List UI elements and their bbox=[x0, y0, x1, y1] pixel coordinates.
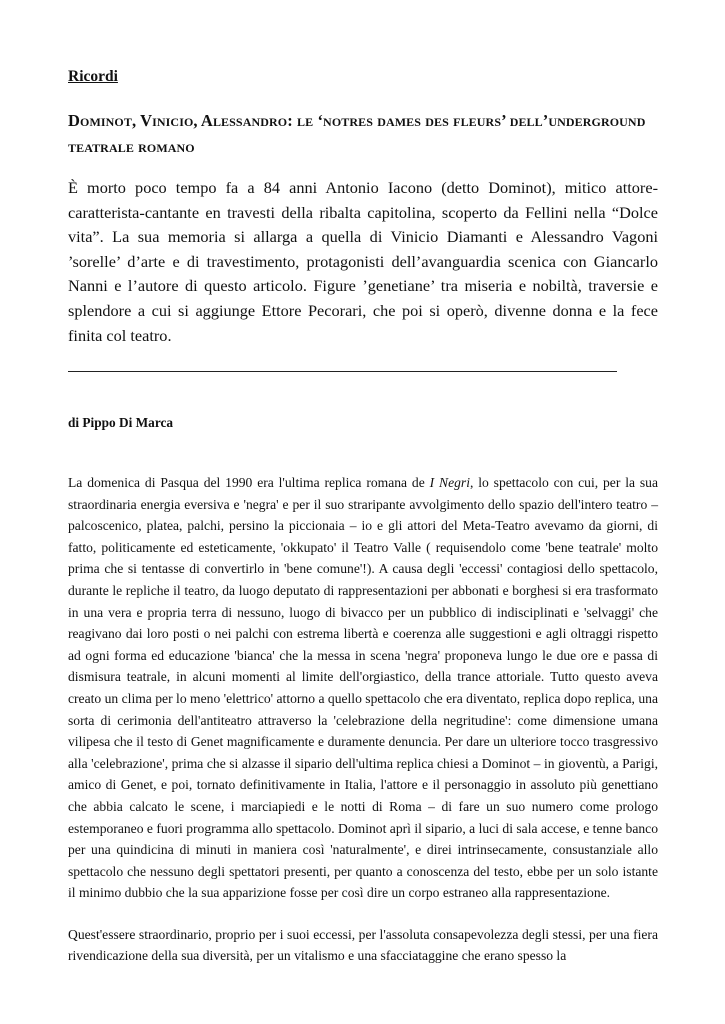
article-lead: È morto poco tempo fa a 84 anni Antonio Iacono (detto Dominot), mitico attore-caratterista-cantante en travesti della ribalta capitolina, scoperto da Fellini nella “Dolce vita”. La sua memoria si allarga a quella di Vinicio Diamanti e Alessandro Vagoni ’sorelle’ d’arte e di travestimento, protagonisti dell’avanguardia scenica con Giancarlo Nanni e l’autore di questo articolo. Figure ’genetiane’ tra miseria e nobiltà, traversie e splendore a cui si aggiunge Ettore Pecorari, che poi si operò, divenne donna e la fece finita col teatro. bbox=[68, 178, 658, 345]
body-paragraph bbox=[68, 472, 658, 904]
section-label: Ricordi bbox=[68, 68, 118, 85]
paragraph-text: La domenica di Pasqua del 1990 era l'ultima replica romana de bbox=[68, 475, 430, 490]
body-paragraph: Quest'essere straordinario, proprio per i suoi eccessi, per l'assoluta consapevolezza degli stessi, per una fiera rivendicazione della sua diversità, per un vitalismo e una sfacciataggine che erano spesso la bbox=[68, 926, 658, 964]
paragraph-text: , lo spettacolo con cui, per la sua straordinaria energia eversiva e 'negra' e per il suo straripante avvolgimento dello spazio dell'intero teatro – palcoscenico, platea, palchi, persino la piccionaia – io e gli attori del Meta-Teatro avevamo da giorni, di fatto, politicamente ed esteticamente, 'okkupato' il Teatro Valle ( requisendolo come 'bene teatrale' molto prima che si tentasse di convertirlo in 'bene comune'!). A causa degli 'eccessi' contagiosi dello spettacolo, durante le repliche il teatro, da luogo deputato di rappresentazioni per abbonati e borghesi si era trasformato in una vera e propria terra di nessuno, luogo di bivacco per un pubblico di indisciplinati e 'selvaggi' che reagivano dai loro posti o nei palchi con estrema libertà e coerenza alle suggestioni e agli oltraggi rispetto ad ogni forma ed educazione 'bianca' che la messa in scena 'negra' proponeva lungo le due ore e passa di dismisura teatrale, in alcuni momenti al limite dell'orgiastico, della trance attoriale. Tutto questo aveva creato un clima per lo meno 'elettrico' attorno a quello spettacolo che era diventato, replica dopo replica, una sorta di cerimonia dell'antiteatro attraverso la 'celebrazione della negritudine': come dimensione umana vilipesa che il testo di Genet magnificamente e duramente denuncia. Per dare un ulteriore tocco trasgressivo alla 'celebrazione', prima che si alzasse il sipario dell'ultima replica chiesi a Dominot – in gioventù, a Parigi, amico di Genet, e poi, tornato definitivamente in Italia, l'attore e il personaggio in assoluto più genettiano che abbia calcato le scene, i marciapiedi e le notti di Roma – di fare un suo numero come prologo estemporaneo e fuori programma allo spettacolo. Dominot aprì il sipario, a luci di sala accese, e tenne banco per una quindicina di minuti in maniera così 'naturalmente', e direi intrinsecamente, consustanziale allo spettacolo che nessuno degli spettatori presenti, per quanto a conoscenza del testo, ebbe per un solo istante il minimo dubbio che la sua apparizione fosse per così dire un corpo estraneo alla rappresentazione. bbox=[68, 475, 658, 901]
article-byline: di Pippo Di Marca bbox=[68, 415, 174, 430]
horizontal-rule bbox=[68, 371, 617, 372]
article-title: Dominot, Vinicio, Alessandro: le ‘notres dames des fleurs’ dell’underground teatrale romano bbox=[68, 111, 646, 156]
work-title: I Negri bbox=[429, 475, 470, 490]
article-body bbox=[68, 472, 658, 988]
